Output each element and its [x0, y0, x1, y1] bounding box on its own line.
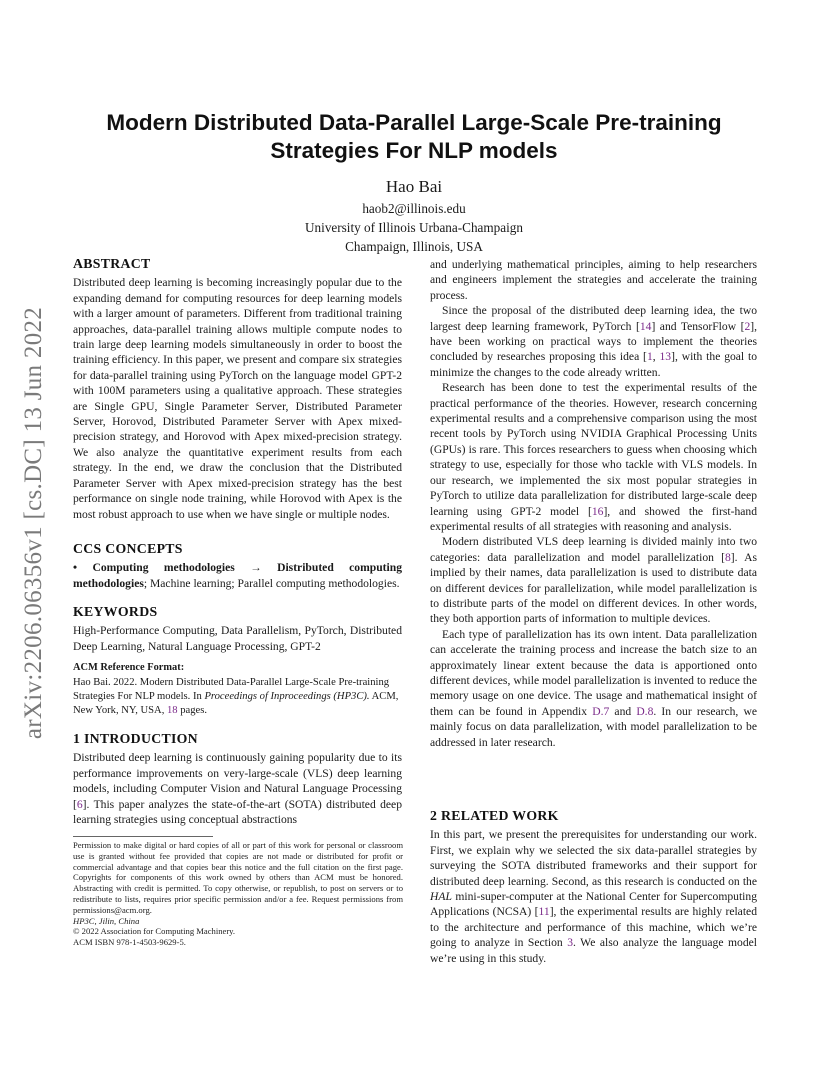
p4-a: Modern distributed VLS deep learning is divided mainly into two categories: data parallelization and model parallelization [ [430, 535, 757, 564]
citation-link[interactable]: 11 [538, 905, 550, 919]
author-email[interactable]: haob2@illinois.edu [362, 201, 466, 216]
ccs-section [73, 541, 402, 591]
p6-a: In this part, we present the prerequisites for understanding our work. First, we explain why we selected the six data-parallel strategies by surveying the SOTA distributed frameworks and their support for distributed deep learning. Second, as this research is conducted on the [430, 828, 757, 888]
title-line-1: Modern Distributed Data-Parallel Large-Scale Pre-training [106, 110, 722, 135]
appendix-link[interactable]: D.7 [592, 704, 610, 718]
ccs-text [73, 560, 402, 591]
citation-link[interactable]: 13 [659, 350, 672, 364]
ccs-bold: • Computing methodologies → Distributed computing methodologies [73, 561, 402, 590]
keywords-text: High-Performance Computing, Data Parallelism, PyTorch, Distributed Deep Learning, Natural Language Processing, GPT-2 [73, 624, 402, 653]
citation-link[interactable]: 1 [646, 350, 653, 364]
p5-b: and [609, 704, 637, 718]
author-name: Hao Bai [385, 177, 443, 196]
acm-reference-text [73, 676, 402, 718]
abstract-section [73, 256, 402, 522]
introduction-heading: 1 INTRODUCTION [73, 731, 198, 746]
acm-reference [73, 660, 402, 718]
p2-c: ], have been working on practical ways to implement the theories concluded by researches proposing this idea [ [430, 319, 757, 364]
ccs-heading: CCS CONCEPTS [73, 541, 183, 556]
intro-part-a: Distributed deep learning is continuously gaining popularity due to its performance improvements on very-large-scale (VLS) deep learning models, including Computer Vision and Natural Language Processing [ [73, 751, 402, 811]
ccs-rest: ; Machine learning; Parallel computing methodologies. [143, 576, 400, 590]
intro-part-b: ]. This paper analyzes the state-of-the-art (SOTA) distributed deep learning strategies using conceptual abstractions [73, 797, 402, 827]
permission-notice: Permission to make digital or hard copies of all or part of this work for personal or classroom use is granted without fee provided that copies are not made or distributed for profit or commercial advantage and that copies bear this notice and the full citation on the first page. Copyrights for components of this work owned by others than ACM must be honored. Abstracting with credit is permitted. To copy otherwise, or republish, to post on servers or to redistribute to lists, requires prior specific permission and/or a fee. Request permissions from permissions@acm.org. [73, 840, 403, 915]
right-column-intro [430, 257, 757, 750]
p6-d: . We also analyze the language model we’re using in this study. [430, 936, 757, 965]
title-line-2: Strategies For NLP models [270, 138, 558, 163]
intro-paragraph-2 [430, 303, 757, 380]
acm-ref-venue: Proceedings of Inproceedings (HP3C). [204, 691, 370, 703]
p3-b: ], and showed the first-hand experimental results of all strategies with reasoning and analysis. [430, 504, 757, 533]
arxiv-stamp-text: arXiv:2206.06356v1 [cs.DC] 13 Jun 2022 [20, 306, 48, 740]
author-location: Champaign, Illinois, USA [345, 239, 483, 254]
citation-link[interactable]: 14 [639, 319, 652, 333]
abstract-text: Distributed deep learning is becoming increasingly popular due to the expanding demand for computing resources for deep learning models with a larger amount of parameters. Different from traditional training approaches, data-parallel training allows multiple compute nodes to train large deep learning models simultaneously in order to boost the training efficiency. In this paper, we present and compare six strategies for data-parallel training using PyTorch on the language model GPT-2 with 100M parameters using a qualitative approach. These strategies are Single GPU, Single Parameter Server, Distributed Parameter Server, Horovod, Distributed Parameter Server with Apex mixed-precision strategy, and Horovod with Apex mixed-precision strategy. We also analyze the quantitative experiment results from each strategy. In the end, we draw the conclusion that the Distributed Parameter Server with Apex mixed-precision strategy has the best performance on single node training, while Horovod with Apex is the most robust approach to use when we have single or multiple nodes. [73, 276, 402, 521]
citation-link[interactable]: 8 [724, 550, 731, 564]
footnote-rule [73, 836, 213, 837]
conference-line: HP3C, Jilin, China [73, 915, 140, 926]
abstract-heading: ABSTRACT [73, 256, 151, 271]
paper-title [84, 109, 744, 165]
related-work-heading: 2 RELATED WORK [430, 808, 559, 823]
acm-reference-heading: ACM Reference Format: [73, 662, 185, 673]
intro-paragraph-4 [430, 534, 757, 626]
p6-b: mini-super-computer at the National Center for Supercomputing Applications (NCSA) [ [430, 890, 757, 919]
intro-paragraph-continued: and underlying mathematical principles, aiming to help researchers and engineers implement the strategies and accelerate the training process. [430, 258, 757, 302]
keywords-heading: KEYWORDS [73, 604, 158, 619]
keywords-section [73, 604, 402, 654]
introduction-section [73, 731, 402, 827]
acm-ref-part-c: pages. [177, 705, 208, 717]
isbn-line: ACM ISBN 978-1-4503-9629-5. [73, 937, 186, 948]
arxiv-stamp [14, 286, 54, 760]
citation-link[interactable]: 6 [76, 797, 83, 811]
intro-paragraph-5 [430, 627, 757, 750]
related-work-section [430, 808, 757, 966]
copyright-footnote [73, 836, 403, 948]
copyright-line: © 2022 Association for Computing Machinery. [73, 926, 236, 937]
p5-c: . In our research, we mainly focus on data parallelization, with model parallelization to be addressed in later research. [430, 704, 757, 749]
author-affiliation: University of Illinois Urbana-Champaign [305, 220, 523, 235]
appendix-link[interactable]: D.8 [636, 704, 654, 718]
related-work-text [430, 827, 757, 966]
introduction-text [73, 750, 402, 827]
citation-link[interactable]: 2 [744, 319, 751, 333]
intro-paragraph-3 [430, 380, 757, 534]
p2-d: , [652, 350, 660, 364]
p3-a: Research has been done to test the experimental results of the practical performance of the theories. However, research concerning experimental results and a comprehensive comparison using the most recent tools by PyTorch using NVIDIA Graphical Processing Units (GPUs) is rare. This forces researchers to guess when choosing which strategy to use, especially for those who tackle with VLS models. In our research, we implemented the six most popular strategies in PyTorch to utilize data parallelization for distributed large-scale deep learning using GPT-2 model [ [430, 381, 757, 518]
p4-b: ]. As implied by their names, data parallelization is used to distribute data on different devices for parallelization, while model parallelization is to distribute parts of the model on different devices. In other words, they both apportion parts of information to multiple devices. [430, 550, 757, 626]
p2-e: ], with the goal to minimize the changes to the code already written. [430, 350, 758, 379]
p5-a: Each type of parallelization has its own intent. Data parallelization can accelerate the training process and increase the batch size to an approximately linear extent because the data is apportioned onto different devices, while model parallelization is invented to reduce the memory usage on one device. The usage and mathematical insight of them can be found in Appendix [430, 627, 757, 718]
p2-a: Since the proposal of the distributed deep learning idea, the two largest deep learning framework, PyTorch [ [430, 304, 757, 333]
citation-link[interactable]: 16 [591, 504, 604, 518]
acm-ref-pages-link[interactable]: 18 [167, 705, 178, 717]
p6-c: ], the experimental results are highly related to the architecture and performance of this machine, which we’re going to analyze in Section [430, 905, 757, 950]
acm-ref-part-a: Hao Bai. 2022. Modern Distributed Data-Parallel Large-Scale Pre-training Strategies For NLP models. In [73, 677, 390, 703]
p2-b: ] and TensorFlow [ [651, 319, 745, 333]
hal-name: HAL [430, 890, 452, 904]
acm-ref-part-b: ACM, New York, NY, USA, [73, 691, 399, 717]
section-link[interactable]: 3 [567, 936, 573, 950]
author-affiliation-block [84, 199, 744, 256]
